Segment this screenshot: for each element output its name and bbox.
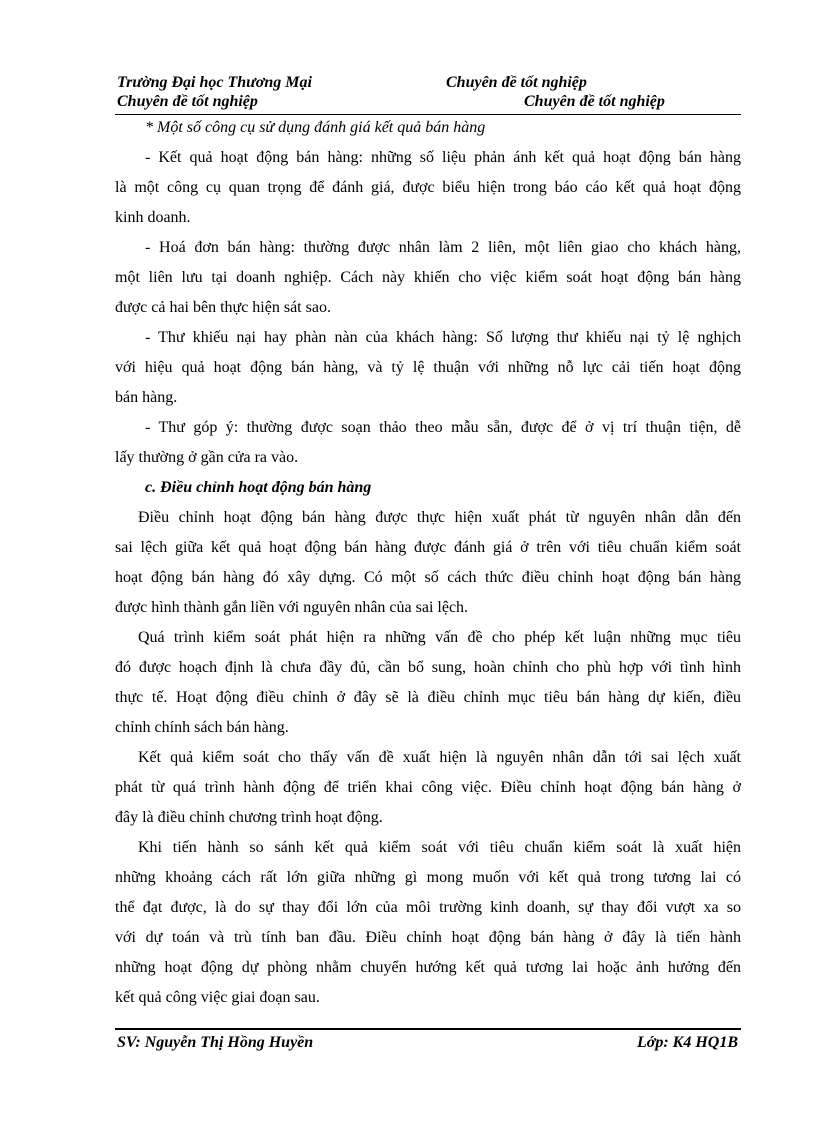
paragraph-line: được hình thành gắn liền với nguyên nhân của sai lệch. — [115, 599, 469, 616]
paragraph-line: là một công cụ quan trọng để đánh giá, được biểu hiện trong báo cáo kết quả hoạt động — [115, 179, 741, 196]
body-text — [115, 113, 741, 1013]
header-school: Trường Đại học Thương Mại — [117, 74, 312, 91]
paragraph-line: hoạt động bán hàng đó xây dựng. Có một số cách thức điều chỉnh hoạt động bán hàng — [115, 569, 741, 586]
paragraph-line: kết quả công việc giai đoạn sau. — [115, 989, 320, 1006]
paragraph-line: chỉnh chính sách bán hàng. — [115, 719, 289, 736]
header-topic-left: Chuyên đề tốt nghiệp — [117, 93, 258, 110]
paragraph-line: Điều chỉnh hoạt động bán hàng được thực hiện xuất phát từ nguyên nhân dẫn đến — [138, 509, 741, 526]
paragraph-line: lấy thường ở gần cửa ra vào. — [115, 449, 299, 466]
paragraph-line: bán hàng. — [115, 389, 178, 406]
footer-class: Lớp: K4 HQ1B — [636, 1034, 738, 1051]
paragraph-line: với dự toán và trù tính ban đầu. Điều chỉnh hoạt động bán hàng ở đây là tiến hành — [115, 929, 741, 946]
footer-rule — [115, 1028, 741, 1030]
paragraph-line: với hiệu quả hoạt động bán hàng, và tỷ lệ thuận với những nỗ lực cải tiến hoạt động — [115, 359, 741, 376]
header-topic-right-2: Chuyên đề tốt nghiệp — [524, 93, 665, 110]
paragraph-line: kinh doanh. — [115, 209, 191, 226]
paragraph-line: Kết quả kiểm soát cho thấy vấn đề xuất hiện là nguyên nhân dẫn tới sai lệch xuất — [138, 749, 741, 766]
paragraph-line: Quá trình kiểm soát phát hiện ra những vấn đề cho phép kết luận những mục tiêu — [138, 629, 741, 646]
footer-student: SV: Nguyễn Thị Hồng Huyền — [117, 1034, 314, 1051]
paragraph-line: một liên lưu tại doanh nghiệp. Cách này khiến cho việc kiểm soát hoạt động bán hàng — [115, 269, 741, 286]
paragraph-line: những khoảng cách rất lớn giữa những gì mong muốn với kết quả trong tương lai có — [115, 869, 741, 886]
tools-heading: * Một số công cụ sử dụng đánh giá kết quả bán hàng — [145, 119, 486, 136]
header-topic-right: Chuyên đề tốt nghiệp — [446, 74, 587, 91]
paragraph-line: đó được hoạch định là chưa đầy đủ, cần bổ sung, hoàn chỉnh cho phù hợp với tình hình — [115, 659, 741, 676]
paragraph-line: - Thư khiếu nại hay phàn nàn của khách hàng: Số lượng thư khiếu nại tỷ lệ nghịch — [145, 329, 741, 346]
paragraph-line: thực tế. Hoạt động điều chỉnh ở đây sẽ là điều chỉnh mục tiêu bán hàng dự kiến, điều — [115, 689, 741, 706]
paragraph-line: - Thư góp ý: thường được soạn thảo theo mẫu sẵn, được để ở vị trí thuận tiện, dễ — [145, 419, 741, 436]
paragraph-line: đây là điều chỉnh chương trình hoạt động. — [115, 809, 383, 826]
paragraph-line: được cả hai bên thực hiện sát sao. — [115, 299, 331, 316]
paragraph-line: Khi tiến hành so sánh kết quả kiểm soát với tiêu chuẩn kiểm soát là xuất hiện — [138, 839, 741, 856]
paragraph-line: sai lệch giữa kết quả hoạt động bán hàng được đánh giá ở trên với tiêu chuẩn kiểm soát — [115, 539, 741, 556]
paragraph-line: phát từ quá trình hành động để triển khai công việc. Điều chỉnh hoạt động bán hàng ở — [115, 779, 741, 796]
section-heading: c. Điều chỉnh hoạt động bán hàng — [145, 479, 372, 496]
paragraph-line: những hoạt động dự phòng nhằm chuyển hướng kết quả tương lai hoặc ảnh hưởng đến — [115, 959, 741, 976]
paragraph-line: thể đạt được, là do sự thay đổi lớn của môi trường kinh doanh, sự thay đổi vượt xa so — [115, 899, 741, 916]
paragraph-line: - Hoá đơn bán hàng: thường được nhân làm 2 liên, một liên giao cho khách hàng, — [145, 239, 741, 256]
paragraph-line: - Kết quả hoạt động bán hàng: những số liệu phản ánh kết quả hoạt động bán hàng — [145, 149, 741, 166]
